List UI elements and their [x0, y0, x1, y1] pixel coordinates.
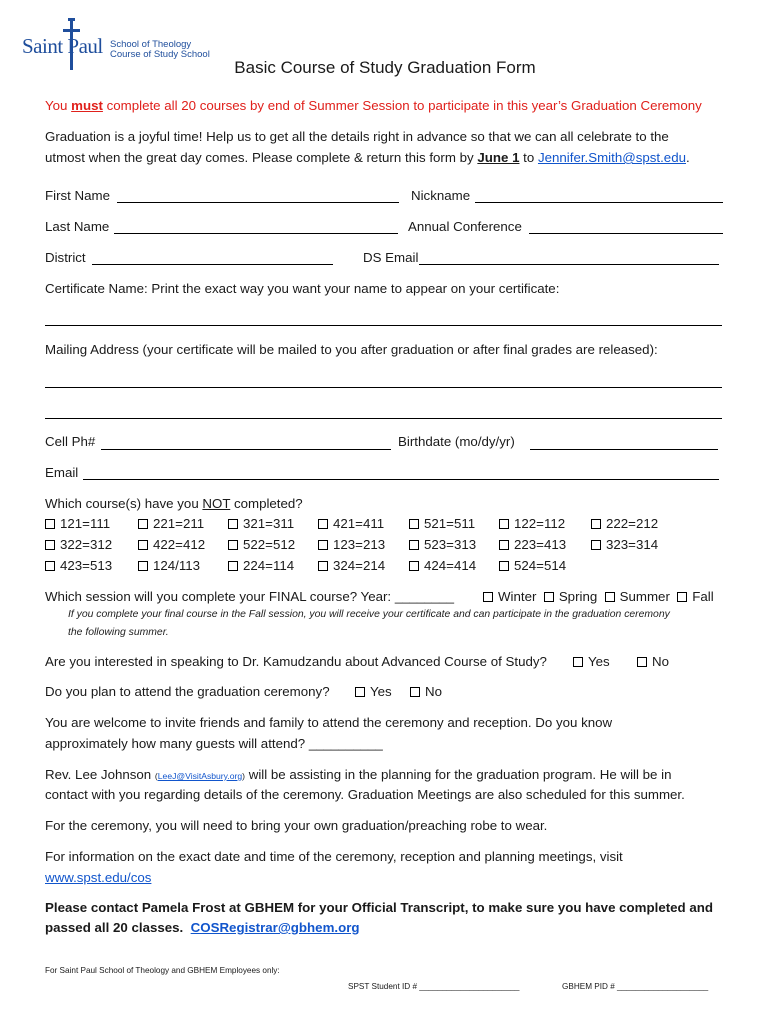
session-summer-option[interactable]: [605, 589, 670, 604]
nickname-label: Nickname: [411, 188, 471, 203]
birthdate-field[interactable]: [530, 449, 718, 450]
requirement-must: must: [71, 98, 103, 113]
session-note-line1: If you complete your final course in the Fall session, you will receive your certificate and can participate in the graduation ceremony: [68, 609, 670, 620]
course-option[interactable]: [138, 514, 204, 534]
email-field[interactable]: [83, 479, 719, 480]
checkbox-icon[interactable]: [499, 561, 509, 571]
courses-question-not: NOT: [202, 496, 231, 511]
johnson-email-link[interactable]: LeeJ@VisitAsbury.org: [157, 771, 243, 781]
intro-text: utmost when the great day comes. Please complete & return this form by: [45, 150, 478, 165]
course-label: 324=214: [333, 558, 386, 573]
intro-to: to: [519, 150, 538, 165]
cell-field[interactable]: [101, 449, 391, 450]
first-name-field[interactable]: [117, 202, 399, 203]
course-option[interactable]: [45, 514, 110, 534]
courses-question-b: completed?: [230, 496, 303, 511]
course-option[interactable]: [499, 514, 565, 534]
checkbox-icon[interactable]: [637, 657, 647, 667]
transcript-text: passed all 20 classes.: [45, 920, 191, 935]
checkbox-icon[interactable]: [355, 687, 365, 697]
course-option[interactable]: [591, 535, 658, 555]
session-note-line2: the following summer.: [68, 627, 169, 638]
checkbox-icon[interactable]: [228, 540, 238, 550]
course-label: 122=112: [514, 516, 566, 531]
checkbox-icon[interactable]: [318, 540, 328, 550]
mailing-address-field-2[interactable]: [45, 418, 722, 419]
intro-line2: [45, 148, 690, 168]
footer-student-id[interactable]: SPST Student ID # ______________________: [348, 982, 520, 991]
option-label: Summer: [619, 589, 670, 604]
mailing-address-label: Mailing Address (your certificate will be mailed to you after graduation or after final grades are released):: [45, 342, 658, 357]
course-option[interactable]: [409, 556, 476, 576]
checkbox-icon[interactable]: [138, 519, 148, 529]
guests-line1: You are welcome to invite friends and family to attend the ceremony and reception. Do you know: [45, 715, 613, 730]
intro-date: June 1: [477, 150, 520, 165]
info-line1: For information on the exact date and time of the ceremony, reception and planning meetings, visit: [45, 849, 623, 864]
requirement-rest: complete all 20 courses by end of Summer Session to participate in this year’s Graduation Ceremony: [102, 98, 702, 113]
checkbox-icon[interactable]: [573, 657, 583, 667]
course-option[interactable]: [318, 514, 384, 534]
course-label: 521=511: [424, 516, 476, 531]
option-label: Yes: [588, 654, 610, 669]
checkbox-icon[interactable]: [591, 540, 601, 550]
email-label: Email: [45, 465, 79, 480]
course-label: 424=414: [424, 558, 477, 573]
certificate-name-field[interactable]: [45, 325, 722, 326]
ds-email-label: DS Email: [363, 250, 419, 265]
course-option[interactable]: [228, 556, 294, 576]
transcript-line1: Please contact Pamela Frost at GBHEM for your Official Transcript, to make sure you have completed and: [45, 900, 713, 915]
courses-question: [45, 494, 303, 514]
advanced-yes-option[interactable]: [573, 652, 610, 672]
course-option[interactable]: [409, 514, 475, 534]
session-question: Which session will you complete your FINAL course? Year: ________: [45, 589, 454, 604]
checkbox-icon[interactable]: [138, 540, 148, 550]
course-label: 522=512: [243, 537, 296, 552]
course-label: 321=311: [243, 516, 295, 531]
course-label: 124/113: [153, 558, 201, 573]
ds-email-field[interactable]: [419, 264, 719, 265]
option-label: Yes: [370, 684, 392, 699]
intro-line1: Graduation is a joyful time! Help us to get all the details right in advance so that we can all celebrate to the: [45, 129, 669, 144]
paren-open: (: [154, 771, 158, 781]
advanced-no-option[interactable]: [637, 652, 669, 672]
course-label: 323=314: [606, 537, 659, 552]
first-name-label: First Name: [45, 188, 111, 203]
course-option[interactable]: [138, 535, 205, 555]
course-label: 121=111: [60, 516, 111, 531]
cell-label: Cell Ph#: [45, 434, 96, 449]
course-option[interactable]: [318, 556, 385, 576]
course-label: 222=212: [606, 516, 659, 531]
johnson-name: Rev. Lee Johnson: [45, 767, 155, 782]
course-option[interactable]: [318, 535, 385, 555]
attend-no-option[interactable]: [410, 682, 442, 702]
course-option[interactable]: [499, 556, 566, 576]
page-title: Basic Course of Study Graduation Form: [234, 58, 536, 77]
option-label: No: [652, 654, 669, 669]
attend-yes-option[interactable]: [355, 682, 392, 702]
checkbox-icon[interactable]: [45, 561, 55, 571]
course-label: 221=211: [153, 516, 205, 531]
session-spring-option[interactable]: [544, 589, 597, 604]
annual-conference-field[interactable]: [529, 233, 723, 234]
option-label: No: [425, 684, 442, 699]
course-label: 422=412: [153, 537, 206, 552]
checkbox-icon[interactable]: [483, 592, 493, 602]
checkbox-icon[interactable]: [410, 687, 420, 697]
checkbox-icon[interactable]: [45, 540, 55, 550]
mailing-address-field-1[interactable]: [45, 387, 722, 388]
guests-line2: approximately how many guests will attend? __________: [45, 736, 383, 751]
checkbox-icon[interactable]: [591, 519, 601, 529]
transcript-line2: [45, 918, 360, 938]
option-label: Winter: [498, 589, 537, 604]
course-label: 523=313: [424, 537, 477, 552]
checkbox-icon[interactable]: [138, 561, 148, 571]
checkbox-icon[interactable]: [677, 592, 687, 602]
course-option[interactable]: [228, 514, 294, 534]
district-label: District: [45, 250, 86, 265]
course-label: 224=114: [243, 558, 295, 573]
course-label: 421=411: [333, 516, 385, 531]
logo-line1: School of Theology: [110, 39, 192, 50]
logo-line2: Course of Study School: [110, 49, 210, 60]
option-label: Fall: [692, 589, 714, 604]
course-option[interactable]: [228, 535, 295, 555]
checkbox-icon[interactable]: [409, 519, 419, 529]
checkbox-icon[interactable]: [228, 561, 238, 571]
johnson-text: will be assisting in the planning for the graduation program. He will be in: [245, 767, 672, 782]
nickname-field[interactable]: [475, 202, 723, 203]
logo-name: Saint Paul: [22, 34, 103, 58]
checkbox-icon[interactable]: [318, 519, 328, 529]
checkbox-icon[interactable]: [409, 540, 419, 550]
annual-conference-label: Annual Conference: [408, 219, 522, 234]
district-field[interactable]: [92, 264, 333, 265]
intro-end: .: [686, 150, 690, 165]
checkbox-icon[interactable]: [318, 561, 328, 571]
requirement-prefix: You: [45, 98, 72, 113]
checkbox-icon[interactable]: [499, 540, 509, 550]
course-option[interactable]: [45, 556, 112, 576]
course-label: 223=413: [514, 537, 567, 552]
checkbox-icon[interactable]: [45, 519, 55, 529]
footer-employees-note: For Saint Paul School of Theology and GBHEM Employees only:: [45, 966, 280, 975]
certificate-name-label: Certificate Name: Print the exact way you want your name to appear on your certificate:: [45, 281, 560, 296]
checkbox-icon[interactable]: [499, 519, 509, 529]
last-name-field[interactable]: [114, 233, 398, 234]
course-option[interactable]: [138, 556, 200, 576]
checkbox-icon[interactable]: [605, 592, 615, 602]
robe-note: For the ceremony, you will need to bring your own graduation/preaching robe to wear.: [45, 818, 548, 833]
paren-close: ): [242, 771, 246, 781]
course-option[interactable]: [409, 535, 476, 555]
contact-email-link[interactable]: Jennifer.Smith@spst.edu: [537, 150, 686, 165]
course-option[interactable]: [499, 535, 566, 555]
course-label: 123=213: [333, 537, 386, 552]
registrar-email-link[interactable]: COSRegistrar@gbhem.org: [190, 920, 360, 935]
requirement-notice: [45, 96, 702, 116]
info-link[interactable]: www.spst.edu/cos: [45, 870, 152, 885]
course-option[interactable]: [45, 535, 112, 555]
checkbox-icon[interactable]: [409, 561, 419, 571]
session-options: [483, 587, 714, 607]
footer-pid[interactable]: GBHEM PID # ____________________: [562, 982, 709, 991]
courses-question-a: Which course(s) have you: [45, 496, 203, 511]
session-fall-option[interactable]: [677, 589, 713, 604]
advanced-question: Are you interested in speaking to Dr. Kamudzandu about Advanced Course of Study?: [45, 654, 547, 669]
johnson-line2: contact with you regarding details of the ceremony. Graduation Meetings are also scheduled for this summer.: [45, 787, 685, 802]
attend-question: Do you plan to attend the graduation ceremony?: [45, 684, 330, 699]
course-label: 524=514: [514, 558, 567, 573]
checkbox-icon[interactable]: [544, 592, 554, 602]
course-label: 423=513: [60, 558, 113, 573]
option-label: Spring: [558, 589, 598, 604]
course-label: 322=312: [60, 537, 113, 552]
course-option[interactable]: [591, 514, 658, 534]
last-name-label: Last Name: [45, 219, 110, 234]
session-winter-option[interactable]: [483, 589, 536, 604]
johnson-line1: [45, 765, 672, 786]
birthdate-label: Birthdate (mo/dy/yr): [398, 434, 515, 449]
checkbox-icon[interactable]: [228, 519, 238, 529]
